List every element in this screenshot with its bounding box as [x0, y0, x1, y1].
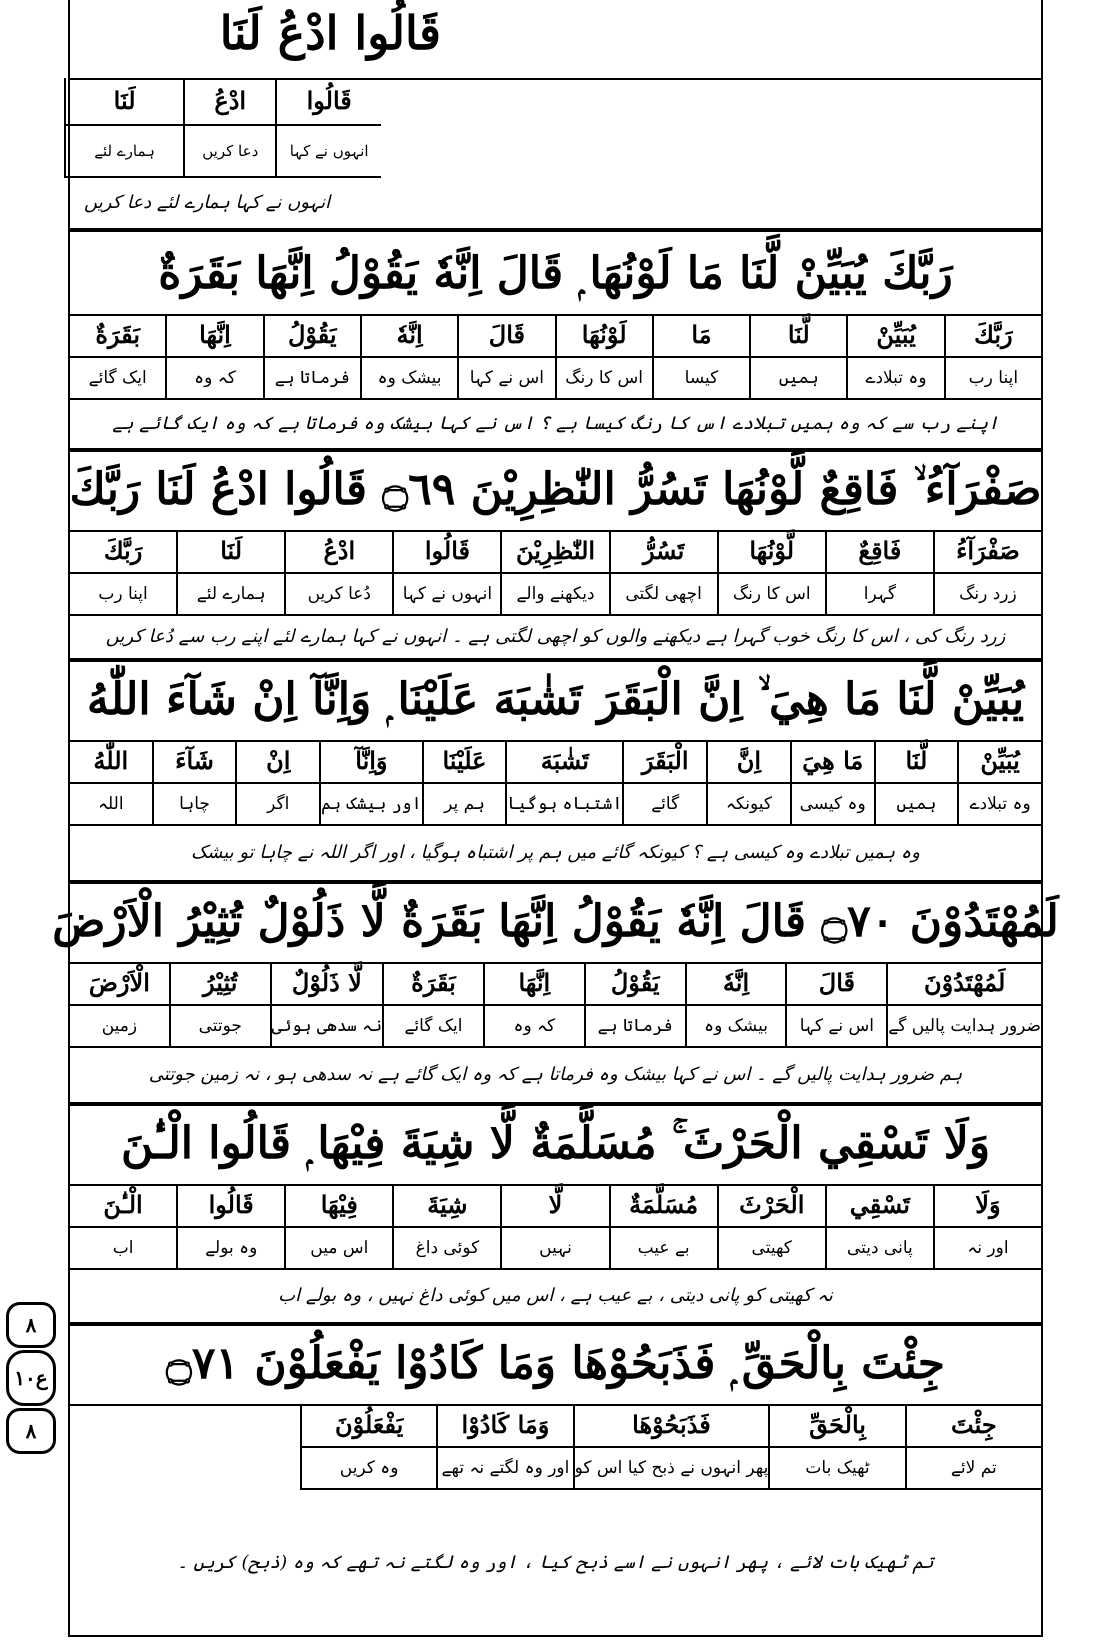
word-urdu: ہمیں	[896, 794, 937, 814]
word-cell	[886, 962, 1041, 1046]
word-cell	[319, 740, 421, 824]
word-urdu: نہیں	[539, 1238, 572, 1258]
header-word-cell	[183, 78, 275, 176]
word-cell	[768, 1404, 904, 1488]
word-cell	[749, 314, 846, 398]
word-urdu: گائے	[651, 794, 680, 814]
word-cell	[483, 962, 584, 1046]
word-arabic: النّٰظِرِيْنَ	[502, 530, 608, 574]
word-cell	[790, 740, 874, 824]
word-arabic: ادْعُ	[185, 78, 275, 126]
word-cell	[944, 314, 1041, 398]
translation-line: تم ٹھیک بات لائے ، پھر انہوں نے اسے ذبح کیا ، اور وہ لگتے نہ تھے کہ وہ (ذبح) کریں ۔	[177, 1552, 934, 1573]
word-urdu: وہ بولے	[205, 1238, 258, 1258]
word-arabic: اِنْ	[237, 740, 319, 784]
word-cell	[785, 962, 886, 1046]
word-urdu: زرد رنگ	[959, 584, 1017, 604]
word-urdu: کیسا	[684, 368, 719, 388]
word-urdu: اور بیشک ہم	[321, 794, 422, 814]
word-cell	[392, 1184, 500, 1268]
word-arabic: اِنَّ	[708, 740, 790, 784]
word-cell	[270, 962, 382, 1046]
word-cell	[584, 962, 685, 1046]
word-arabic: رَبَّكَ	[946, 314, 1041, 358]
verse-line: لَمُهْتَدُوْنَ ۝٧٠ قَالَ اِنَّهٗ يَقُوْلُ اِنَّهَا بَقَرَةٌ لَّا ذَلُوْلٌ تُثِيْرُ الْاَرْضَ	[70, 880, 1041, 964]
word-cell	[573, 1404, 769, 1488]
word-arabic: لَوْنُهَا	[557, 314, 652, 358]
word-arabic: قَالُوا	[277, 78, 381, 126]
header-word-cell	[66, 78, 183, 176]
word-cell	[555, 314, 652, 398]
word-arabic: رَبَّكَ	[70, 530, 176, 574]
word-arabic: اِنَّهَا	[485, 962, 584, 1006]
word-cell	[717, 530, 825, 614]
word-arabic: شِيَةَ	[394, 1184, 500, 1228]
word-urdu: بیشک وہ	[704, 1016, 768, 1036]
page-title: قَالُوا ادْعُ لَنَا	[219, 6, 441, 60]
word-cell	[905, 1404, 1041, 1488]
word-cell	[706, 740, 790, 824]
translation-line: ہم ضرور ہدایت پالیں گے ۔ اس نے کہا بیشک وہ فرماتا ہے کہ وہ ایک گائے ہے نہ سدھی ہو ، نہ زمین جوتتی	[70, 1046, 1041, 1106]
word-urdu: کھیتی	[751, 1238, 792, 1258]
ruku-marker	[6, 1300, 54, 1446]
ruku-marker-bottom: ٨	[6, 1408, 56, 1454]
word-urdu: اچھی لگتی	[625, 584, 702, 604]
word-urdu: ایک گائے	[404, 1016, 463, 1036]
word-arabic: بَقَرَةٌ	[70, 314, 165, 358]
word-cell	[165, 314, 262, 398]
word-arabic: فَاقِعٌ	[827, 530, 933, 574]
word-urdu: اشتباہ ہوگیا	[507, 794, 623, 814]
word-urdu: وہ تبلادے	[969, 794, 1031, 814]
word-table	[70, 962, 1041, 1048]
word-arabic: وَلَا	[935, 1184, 1041, 1228]
word-arabic: لَّا ذَلُوْلٌ	[272, 962, 382, 1006]
word-urdu: اب	[112, 1238, 134, 1258]
header-word-cell	[275, 78, 381, 176]
word-cell	[500, 530, 608, 614]
translation-line: اپنے رب سے کہ وہ ہمیں تبلادے اس کا رنگ کیسا ہے ؟ اس نے کہا بیشک وہ فرماتا ہے کہ وہ ایک گائے ہے	[70, 398, 1041, 452]
word-arabic: قَالُوا	[394, 530, 500, 574]
word-arabic: فِيْهَا	[286, 1184, 392, 1228]
word-arabic: فَذَبَحُوْهَا	[575, 1404, 769, 1448]
word-arabic: لَنَا	[178, 530, 284, 574]
translation-line: زرد رنگ کی ، اس کا رنگ خوب گہرا ہے دیکھنے والوں کو اچھی لگتی ہے ۔ انہوں نے کہا ہمارے لئے اپنے رب سے دُعا کریں	[70, 614, 1041, 662]
word-arabic: تَسُرُّ	[611, 530, 717, 574]
word-cell	[457, 314, 554, 398]
word-arabic: يَقُوْلُ	[586, 962, 685, 1006]
word-urdu: کیونکہ	[725, 794, 772, 814]
word-arabic: لَمُهْتَدُوْنَ	[888, 962, 1041, 1006]
word-cell	[152, 740, 236, 824]
word-cell	[284, 1184, 392, 1268]
word-urdu: اور نہ	[967, 1238, 1009, 1258]
word-cell	[70, 962, 169, 1046]
word-urdu: دُعا کریں	[307, 584, 372, 604]
word-cell	[717, 1184, 825, 1268]
header-translation	[70, 176, 1041, 232]
word-cell	[436, 1404, 572, 1488]
word-urdu: تم لائے	[950, 1458, 997, 1478]
word-arabic: لَّوْنُهَا	[719, 530, 825, 574]
word-arabic: الْـٰٔنَ	[70, 1184, 176, 1228]
word-urdu: نہ سدھی ہوئی	[271, 1016, 383, 1036]
word-cell	[957, 740, 1041, 824]
word-arabic: مَا هِيَ	[792, 740, 874, 784]
word-arabic: قَالُوا	[178, 1184, 284, 1228]
word-urdu: انہوں نے کہا	[402, 584, 493, 604]
verse-line: وَلَا تَسْقِي الْحَرْثَ ۚ مُسَلَّمَةٌ لَّا شِيَةَ فِيْهَا ۭ قَالُوا الْـٰٔنَ	[70, 1102, 1041, 1186]
word-arabic: اِنَّهٗ	[687, 962, 786, 1006]
word-urdu: بیشک وہ	[377, 368, 442, 388]
word-arabic: شَآءَ	[154, 740, 236, 784]
word-urdu: چاہا	[179, 794, 210, 814]
word-urdu: وہ کریں	[339, 1458, 399, 1478]
verse-line: يُبَيِّنْ لَّنَا مَا هِيَ ۙ اِنَّ الْبَقَرَ تَشٰبَهَ عَلَيْنَا ۭ وَاِنَّآ اِنْ شَآءَ اللّٰهُ	[70, 658, 1041, 742]
word-cell	[70, 740, 152, 824]
word-urdu: کوئی داغ	[415, 1238, 480, 1258]
word-cell	[70, 314, 165, 398]
word-cell	[825, 1184, 933, 1268]
word-urdu: اس کا رنگ	[565, 368, 644, 388]
word-arabic: جِئْتَ	[907, 1404, 1041, 1448]
word-cell	[169, 962, 270, 1046]
word-arabic: وَمَا كَادُوْا	[438, 1404, 572, 1448]
word-urdu: دیکھنے والے	[516, 584, 595, 604]
word-cell	[70, 530, 176, 614]
word-arabic: الْحَرْثَ	[719, 1184, 825, 1228]
word-urdu: پھر انہوں نے ذبح کیا اس کو	[574, 1458, 769, 1478]
header-title-row	[70, 0, 1041, 80]
word-cell	[609, 1184, 717, 1268]
word-cell	[422, 740, 506, 824]
word-urdu: کہ وہ	[194, 368, 236, 388]
word-urdu: ہمیں	[778, 368, 819, 388]
word-urdu: وہ تبلادے	[865, 368, 927, 388]
word-table	[300, 1404, 1041, 1490]
word-urdu: ہمارے لئے	[196, 584, 266, 604]
word-table	[70, 314, 1041, 400]
word-cell	[235, 740, 319, 824]
word-arabic: صَفْرَآءُ	[935, 530, 1041, 574]
word-arabic: يَقُوْلُ	[265, 314, 360, 358]
word-arabic: قَالَ	[787, 962, 886, 1006]
word-urdu: اپنا رب	[968, 368, 1019, 388]
word-arabic: الْاَرْضَ	[70, 962, 169, 1006]
word-arabic: تُثِيْرُ	[171, 962, 270, 1006]
word-urdu: ایک گائے	[88, 368, 147, 388]
word-arabic: بِالْحَقِّ	[770, 1404, 904, 1448]
word-cell	[505, 740, 622, 824]
page-frame	[52, 0, 1059, 1637]
word-arabic: قَالَ	[459, 314, 554, 358]
word-urdu: زمین	[101, 1016, 138, 1036]
word-arabic: بَقَرَةٌ	[384, 962, 483, 1006]
ruku-marker-top: ٨	[6, 1302, 56, 1348]
word-arabic: مَا	[654, 314, 749, 358]
translation-line: نہ کھیتی کو پانی دیتی ، بے عیب ہے ، اس میں کوئی داغ نہیں ، وہ بولے اب	[70, 1268, 1041, 1326]
word-cell	[622, 740, 706, 824]
word-arabic: يُبَيِّنْ	[848, 314, 943, 358]
word-arabic: تَشٰبَهَ	[507, 740, 622, 784]
word-cell	[933, 1184, 1041, 1268]
word-cell	[825, 530, 933, 614]
word-cell	[382, 962, 483, 1046]
word-cell	[360, 314, 457, 398]
header-word-table	[64, 78, 381, 178]
verse-line: صَفْرَآءُ ۙ فَاقِعٌ لَّوْنُهَا تَسُرُّ النّٰظِرِيْنَ ۝٦٩ قَالُوا ادْعُ لَنَا رَبَّكَ	[70, 448, 1041, 532]
word-cell	[70, 1184, 176, 1268]
word-arabic: اِنَّهٗ	[362, 314, 457, 358]
word-arabic: الْبَقَرَ	[624, 740, 706, 784]
word-arabic: مُسَلَّمَةٌ	[611, 1184, 717, 1228]
word-table	[70, 740, 1041, 826]
word-arabic: اِنَّهَا	[167, 314, 262, 358]
word-urdu: اس نے کہا	[799, 1016, 874, 1036]
ruku-marker-middle: ع١٠	[6, 1350, 56, 1406]
word-urdu: اس نے کہا	[469, 368, 544, 388]
word-cell	[302, 1404, 436, 1488]
word-urdu: اللہ	[98, 794, 124, 814]
word-urdu: گہرا	[863, 584, 896, 604]
word-cell	[652, 314, 749, 398]
word-urdu: اگر	[267, 794, 290, 814]
word-arabic: وَاِنَّآ	[321, 740, 421, 784]
word-cell	[284, 530, 392, 614]
word-urdu: کہ وہ	[513, 1016, 556, 1036]
word-urdu: ضرور ہدایت پالیں گے	[888, 1016, 1041, 1036]
word-cell	[176, 1184, 284, 1268]
word-urdu: ہم پر	[444, 794, 485, 814]
word-cell	[846, 314, 943, 398]
word-urdu: بے عیب	[637, 1238, 690, 1258]
word-cell	[176, 530, 284, 614]
word-urdu: وہ کیسی	[799, 794, 866, 814]
verse-line: رَبَّكَ يُبَيِّنْ لَّنَا مَا لَوْنُهَا ۭ قَالَ اِنَّهٗ يَقُوْلُ اِنَّهَا بَقَرَةٌ	[70, 232, 1041, 316]
word-arabic: اللّٰهُ	[70, 740, 152, 784]
word-arabic: لَنَا	[66, 78, 183, 126]
word-urdu: جوتتی	[198, 1016, 242, 1036]
word-urdu: فرماتا ہے	[274, 368, 350, 388]
word-cell	[263, 314, 360, 398]
word-cell	[500, 1184, 608, 1268]
word-table	[70, 1184, 1041, 1270]
word-cell	[609, 530, 717, 614]
word-arabic: لَّا	[502, 1184, 608, 1228]
word-urdu: فرماتا ہے	[597, 1016, 673, 1036]
word-cell	[685, 962, 786, 1046]
word-cell	[392, 530, 500, 614]
word-urdu: اس کا رنگ	[732, 584, 811, 604]
translation-line: وہ ہمیں تبلادے وہ کیسی ہے ؟ کیونکہ گائے میں ہم پر اشتباہ ہوگیا ، اور اگر اللہ نے چاہا تو بیشک	[70, 824, 1041, 884]
word-urdu: اپنا رب	[98, 584, 148, 604]
word-arabic: يَفْعَلُوْنَ	[302, 1404, 436, 1448]
word-urdu: اس میں	[310, 1238, 369, 1258]
word-arabic: عَلَيْنَا	[424, 740, 506, 784]
word-urdu: دعا کریں	[202, 142, 259, 160]
word-urdu: اور وہ لگتے نہ تھے	[441, 1458, 570, 1478]
word-urdu: انہوں نے کہا	[289, 142, 369, 160]
verse-line: جِئْتَ بِالْحَقِّ ۭ فَذَبَحُوْهَا وَمَا كَادُوْا يَفْعَلُوْنَ ۝٧١	[70, 1322, 1041, 1406]
word-urdu: پانی دیتی	[846, 1238, 913, 1258]
word-arabic: لَّنَا	[751, 314, 846, 358]
word-cell	[933, 530, 1041, 614]
word-arabic: يُبَيِّنْ	[959, 740, 1041, 784]
word-arabic: ادْعُ	[286, 530, 392, 574]
word-cell	[874, 740, 958, 824]
word-table	[70, 530, 1041, 616]
word-arabic: تَسْقِي	[827, 1184, 933, 1228]
word-arabic: لَّنَا	[876, 740, 958, 784]
word-urdu: ہمارے لئے	[94, 142, 155, 160]
word-urdu: ٹھیک بات	[805, 1458, 870, 1478]
translation-text: انہوں نے کہا ہمارے لئے دعا کریں	[84, 191, 331, 213]
